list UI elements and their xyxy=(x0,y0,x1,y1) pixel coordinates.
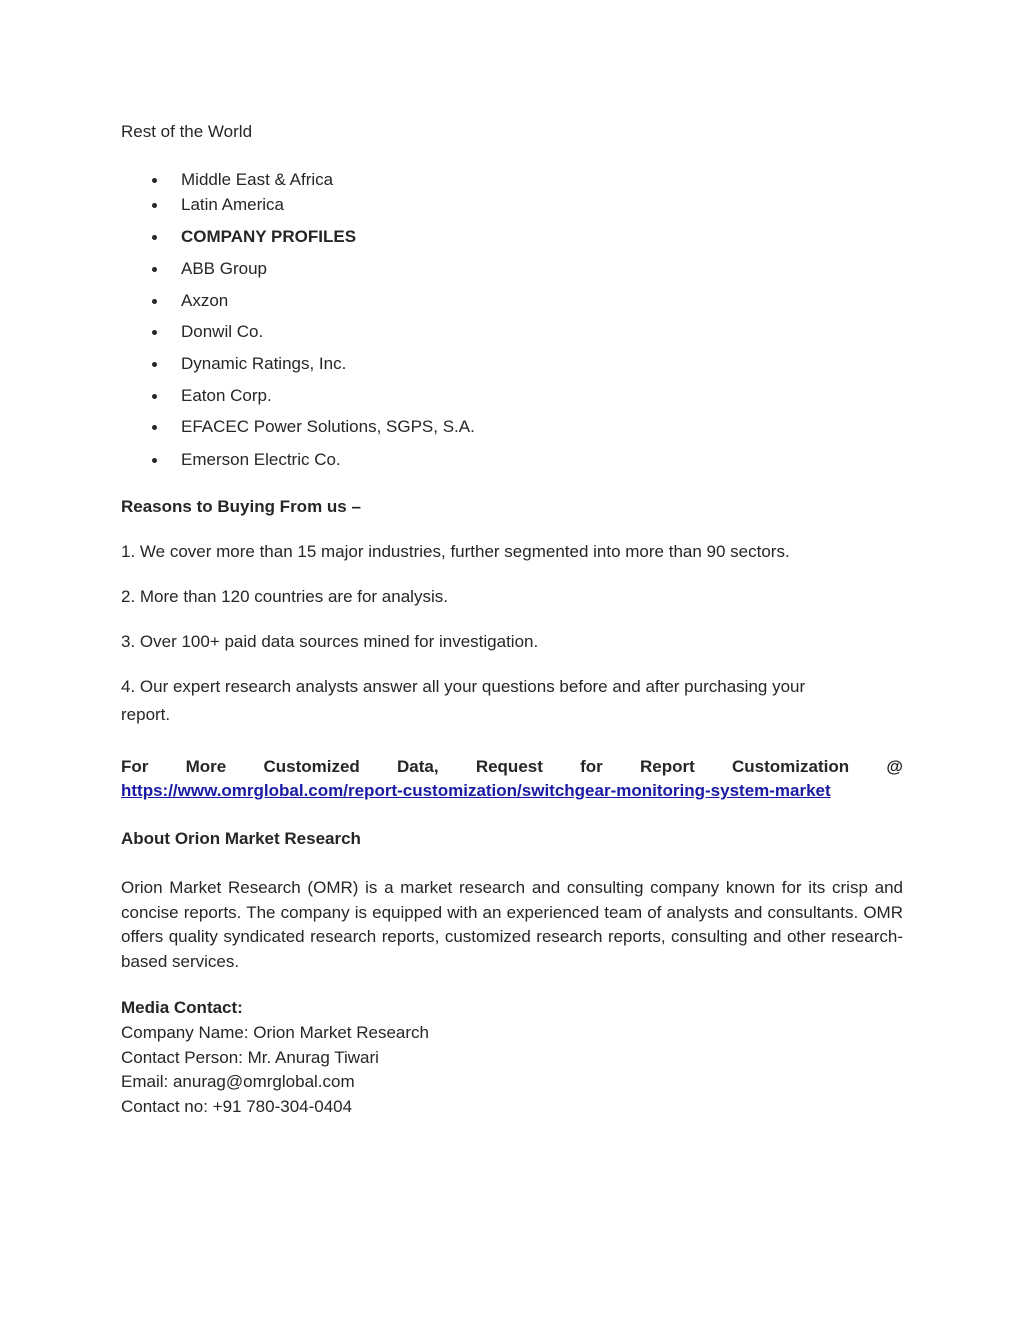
bullet-text: Emerson Electric Co. xyxy=(181,450,341,469)
bullet-icon xyxy=(152,299,157,304)
bullet-text: EFACEC Power Solutions, SGPS, S.A. xyxy=(181,417,475,436)
customization-word: @ xyxy=(886,757,903,776)
about-heading: About Orion Market Research xyxy=(121,829,361,848)
customization-word: for xyxy=(580,757,603,776)
bullet-text: ABB Group xyxy=(181,259,267,278)
customization-word: Request xyxy=(475,757,543,776)
reasons-heading: Reasons to Buying From us – xyxy=(121,497,361,516)
bullet-text: Latin America xyxy=(181,195,284,214)
contact-email: Email: anurag@omrglobal.com xyxy=(121,1072,355,1091)
bullet-text: Dynamic Ratings, Inc. xyxy=(181,354,347,373)
bullet-icon xyxy=(152,458,157,463)
reason-item: 1. We cover more than 15 major industries, further segmented into more than 90 sectors. xyxy=(121,542,790,561)
customization-word: Customization xyxy=(732,757,850,776)
customization-word: For xyxy=(121,757,149,776)
reason-item: 4. Our expert research analysts answer all your questions before and after purchasing your xyxy=(121,677,806,696)
bullet-icon xyxy=(152,362,157,367)
bullet-text: Axzon xyxy=(181,291,229,310)
region-heading: Rest of the World xyxy=(121,122,253,141)
bullet-text-company-profiles: COMPANY PROFILES xyxy=(181,227,357,246)
reason-item-continued: report. xyxy=(121,705,171,724)
media-contact-heading: Media Contact: xyxy=(121,998,243,1017)
customization-request xyxy=(121,757,903,777)
bullet-icon xyxy=(152,203,157,208)
customization-word: More xyxy=(185,757,227,776)
reason-item: 3. Over 100+ paid data sources mined for investigation. xyxy=(121,632,539,651)
bullet-icon xyxy=(152,178,157,183)
bullet-icon xyxy=(152,235,157,240)
bullet-text: Middle East & Africa xyxy=(181,170,334,189)
customization-word: Customized xyxy=(263,757,360,776)
contact-person: Contact Person: Mr. Anurag Tiwari xyxy=(121,1048,379,1067)
bullet-icon xyxy=(152,394,157,399)
bullet-text: Eaton Corp. xyxy=(181,386,272,405)
customization-word: Data, xyxy=(397,757,439,776)
contact-phone: Contact no: +91 780-304-0404 xyxy=(121,1097,353,1116)
bullet-icon xyxy=(152,267,157,272)
contact-company: Company Name: Orion Market Research xyxy=(121,1023,430,1042)
customization-word: Report xyxy=(640,757,695,776)
bullet-icon xyxy=(152,425,157,430)
reason-item: 2. More than 120 countries are for analysis. xyxy=(121,587,448,606)
bullet-text: Donwil Co. xyxy=(181,322,264,341)
about-paragraph: Orion Market Research (OMR) is a market research and consulting company known for its crisp and concise reports. The company is equipped with an experienced team of analysts and consultants. OMR offers quality syndicated research reports, customized research reports, consulting and other research-based services. xyxy=(121,878,903,971)
bullet-icon xyxy=(152,330,157,335)
customization-link[interactable]: https://www.omrglobal.com/report-customization/switchgear-monitoring-system-market xyxy=(121,781,831,800)
